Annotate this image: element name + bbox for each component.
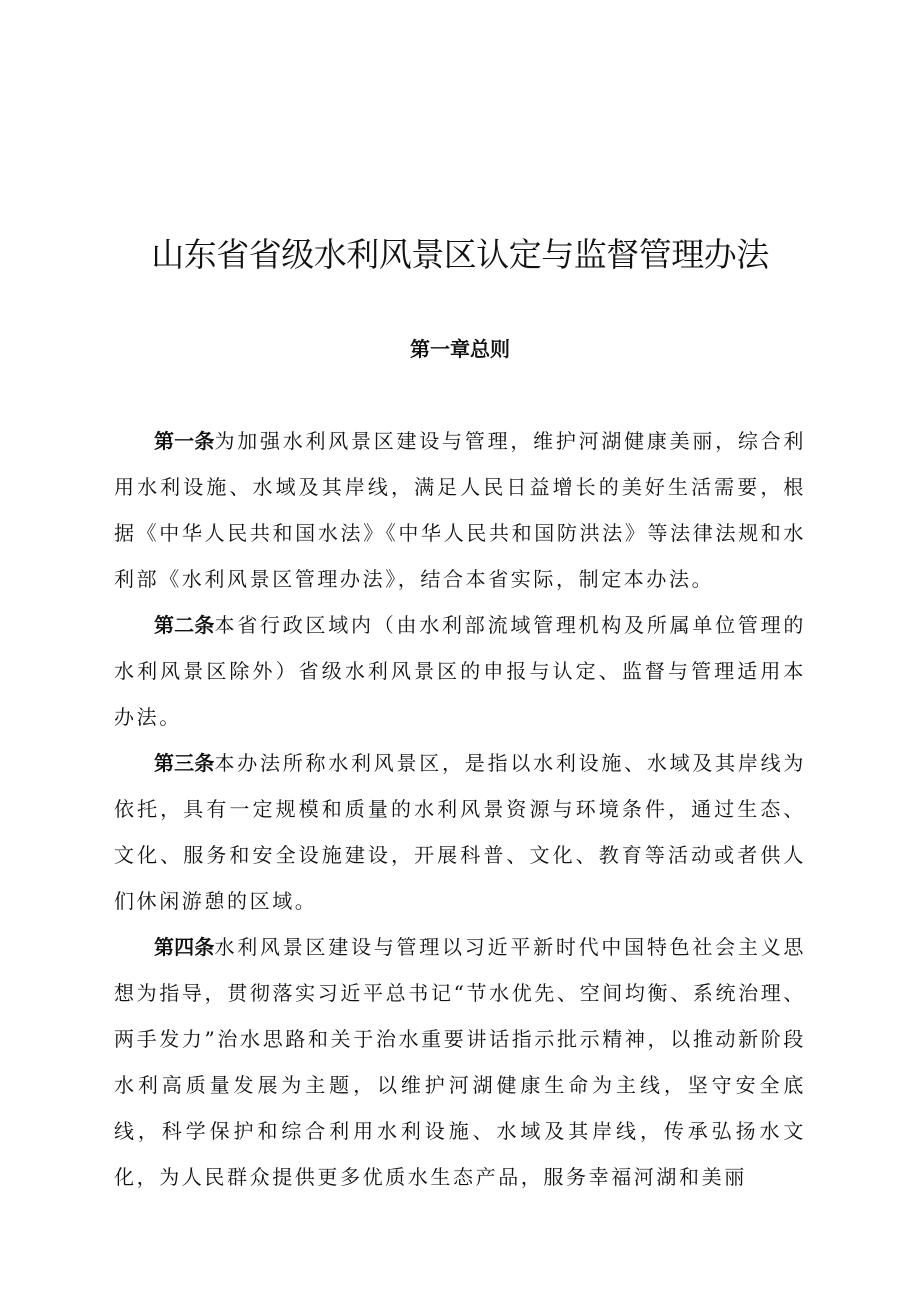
article-label: 第一条	[154, 429, 215, 453]
article-label: 第二条	[154, 613, 215, 637]
document-title: 山东省省级水利风景区认定与监督管理办法	[151, 235, 769, 274]
article-label: 第三条	[154, 751, 215, 775]
chapter-title: 第一章总则	[410, 337, 510, 361]
article-text: 水利风景区建设与管理以习近平新时代中国特色社会主义思想为指导，贯彻落实习近平总书记“节水优先、空间均衡、系统治理、两手发力”治水思路和关于治水重要讲话指示批示精神，以推动新阶段水利高质量发展为主题，以维护河湖健康生命为主线，坚守安全底线，科学保护和综合利用水利设施、水域及其岸线，传承弘扬水文化，为人民群众提供更多优质水生态产品，服务幸福河湖和美丽	[114, 935, 807, 1189]
article-text: 本办法所称水利风景区，是指以水利设施、水域及其岸线为依托，具有一定规模和质量的水利风景资源与环境条件，通过生态、文化、服务和安全设施建设，开展科普、文化、教育等活动或者供人们休闲游憩的区域。	[114, 751, 807, 913]
article-text: 为加强水利风景区建设与管理，维护河湖健康美丽，综合利用水利设施、水域及其岸线，满足人民日益增长的美好生活需要，根据《中华人民共和国水法》《中华人民共和国防洪法》等法律法规和水利部《水利风景区管理办法》，结合本省实际，制定本办法。	[114, 429, 807, 591]
article-1	[114, 418, 806, 602]
article-label: 第四条	[154, 935, 215, 959]
article-2	[114, 602, 806, 740]
article-4	[114, 924, 806, 1200]
article-3	[114, 740, 806, 924]
document-body	[114, 418, 806, 1200]
article-text: 本省行政区域内（由水利部流域管理机构及所属单位管理的水利风景区除外）省级水利风景区的申报与认定、监督与管理适用本办法。	[114, 613, 807, 729]
